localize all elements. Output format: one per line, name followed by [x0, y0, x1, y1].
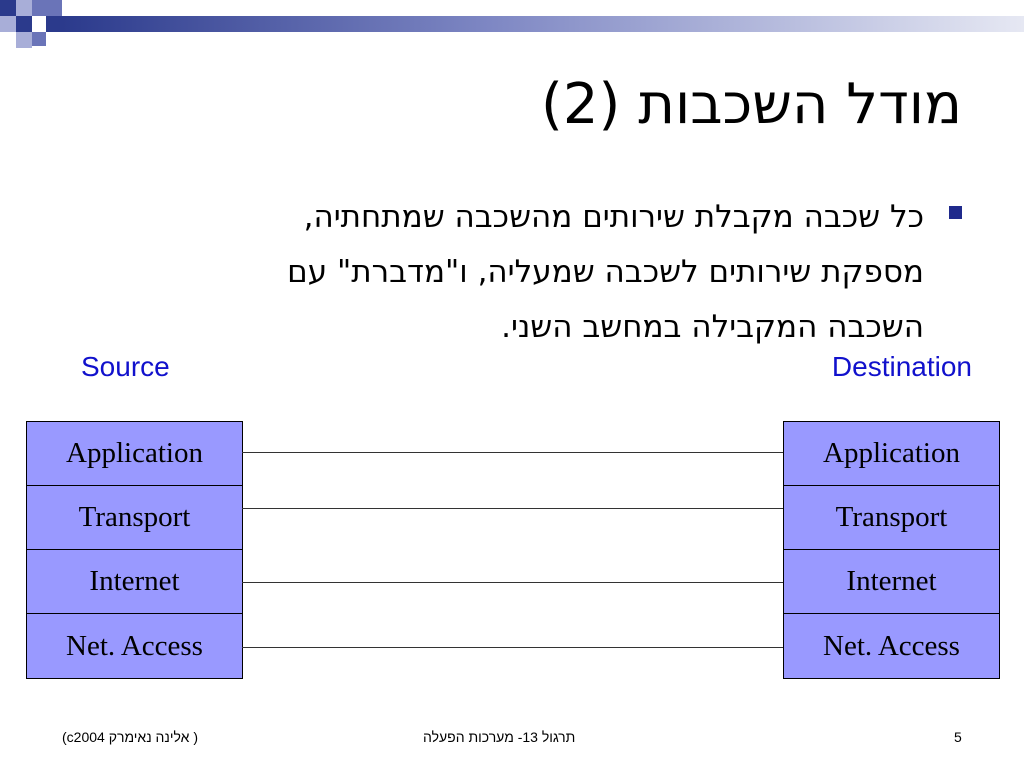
corner-square	[16, 0, 32, 16]
corner-square	[32, 0, 62, 16]
bullet-square-icon	[949, 206, 962, 219]
connector-line-application	[242, 452, 783, 453]
destination-label: Destination	[831, 351, 972, 382]
footer-author: ( אלינה נאימרק c2004)	[62, 729, 198, 745]
footer-course: תרגול 13- מערכות הפעלה	[423, 729, 576, 745]
connector-line-net-access	[242, 647, 783, 648]
bullet-text	[162, 190, 924, 355]
source-layer-transport: Transport	[27, 486, 242, 550]
destination-layer-transport: Transport	[784, 486, 999, 550]
destination-stack	[783, 421, 1000, 679]
source-label: Source	[81, 351, 170, 382]
corner-square	[0, 0, 16, 16]
connector-line-transport	[242, 508, 783, 509]
bullet-line: כל שכבה מקבלת שירותים מהשכבה שמתחתיה,	[303, 199, 924, 235]
corner-square	[0, 16, 16, 32]
corner-square	[16, 32, 32, 48]
source-layer-internet: Internet	[27, 550, 242, 614]
footer-page-number: 5	[954, 729, 962, 745]
source-stack	[26, 421, 243, 679]
bullet-line: מספקת שירותים לשכבה שמעליה, ו"מדברת" עם	[287, 254, 924, 290]
corner-square	[16, 16, 32, 32]
destination-layer-net-access: Net. Access	[823, 629, 960, 662]
slide-title: מודל השכבות (2)	[541, 72, 962, 137]
source-layer-net-access: Net. Access	[66, 629, 203, 662]
destination-layer-internet: Internet	[784, 550, 999, 614]
corner-square	[46, 16, 62, 32]
header-gradient-bar	[62, 16, 1024, 32]
connector-line-internet	[242, 582, 783, 583]
bullet-line: השכבה המקבילה במחשב השני.	[501, 309, 924, 345]
destination-layer-application: Application	[784, 422, 999, 486]
corner-square	[32, 32, 46, 46]
bullet-item	[162, 190, 962, 355]
source-layer-application: Application	[27, 422, 242, 486]
